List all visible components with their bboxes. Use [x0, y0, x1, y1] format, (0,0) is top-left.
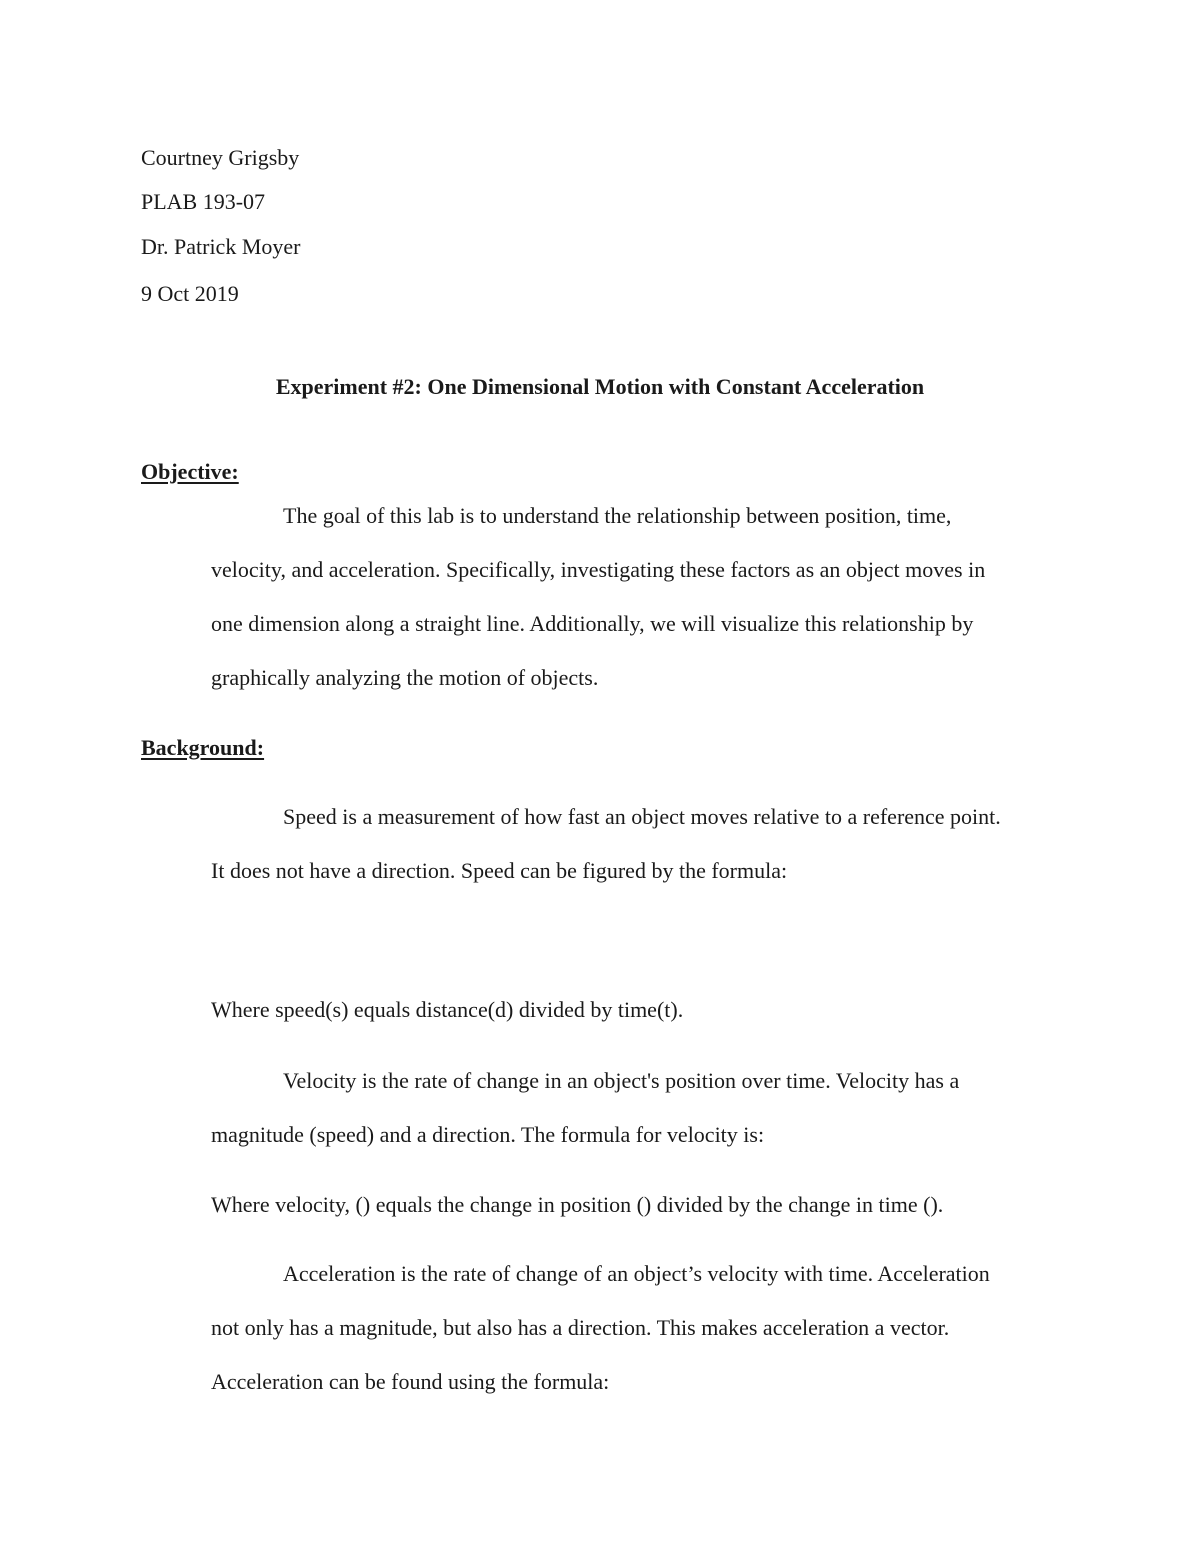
acceleration-line: Acceleration can be found using the formula: — [211, 1369, 610, 1394]
author-name: Courtney Grigsby — [141, 145, 300, 170]
velocity-line: magnitude (speed) and a direction. The formula for velocity is: — [211, 1122, 765, 1147]
acceleration-line: Acceleration is the rate of change of an object’s velocity with time. Acceleration — [283, 1261, 990, 1286]
objective-heading: Objective: — [141, 459, 239, 484]
speed-formula-explanation: Where speed(s) equals distance(d) divided by time(t). — [211, 997, 684, 1022]
speed-line: It does not have a direction. Speed can be figured by the formula: — [211, 858, 788, 883]
objective-line: velocity, and acceleration. Specifically, investigating these factors as an object moves in — [211, 557, 986, 582]
instructor-name: Dr. Patrick Moyer — [141, 234, 301, 259]
speed-line: Speed is a measurement of how fast an object moves relative to a reference point. — [283, 804, 1001, 829]
objective-line: The goal of this lab is to understand the relationship between position, time, — [283, 503, 952, 528]
objective-line: one dimension along a straight line. Additionally, we will visualize this relationship by — [211, 611, 974, 636]
acceleration-line: not only has a magnitude, but also has a direction. This makes acceleration a vector. — [211, 1315, 950, 1340]
report-date: 9 Oct 2019 — [141, 281, 239, 306]
velocity-line: Velocity is the rate of change in an object's position over time. Velocity has a — [283, 1068, 960, 1093]
objective-line: graphically analyzing the motion of objects. — [211, 665, 599, 690]
document-title: Experiment #2: One Dimensional Motion with Constant Acceleration — [275, 374, 925, 399]
velocity-formula-explanation: Where velocity, () equals the change in position () divided by the change in time (). — [211, 1192, 944, 1217]
course-code: PLAB 193-07 — [141, 189, 266, 214]
background-heading: Background: — [141, 735, 265, 760]
